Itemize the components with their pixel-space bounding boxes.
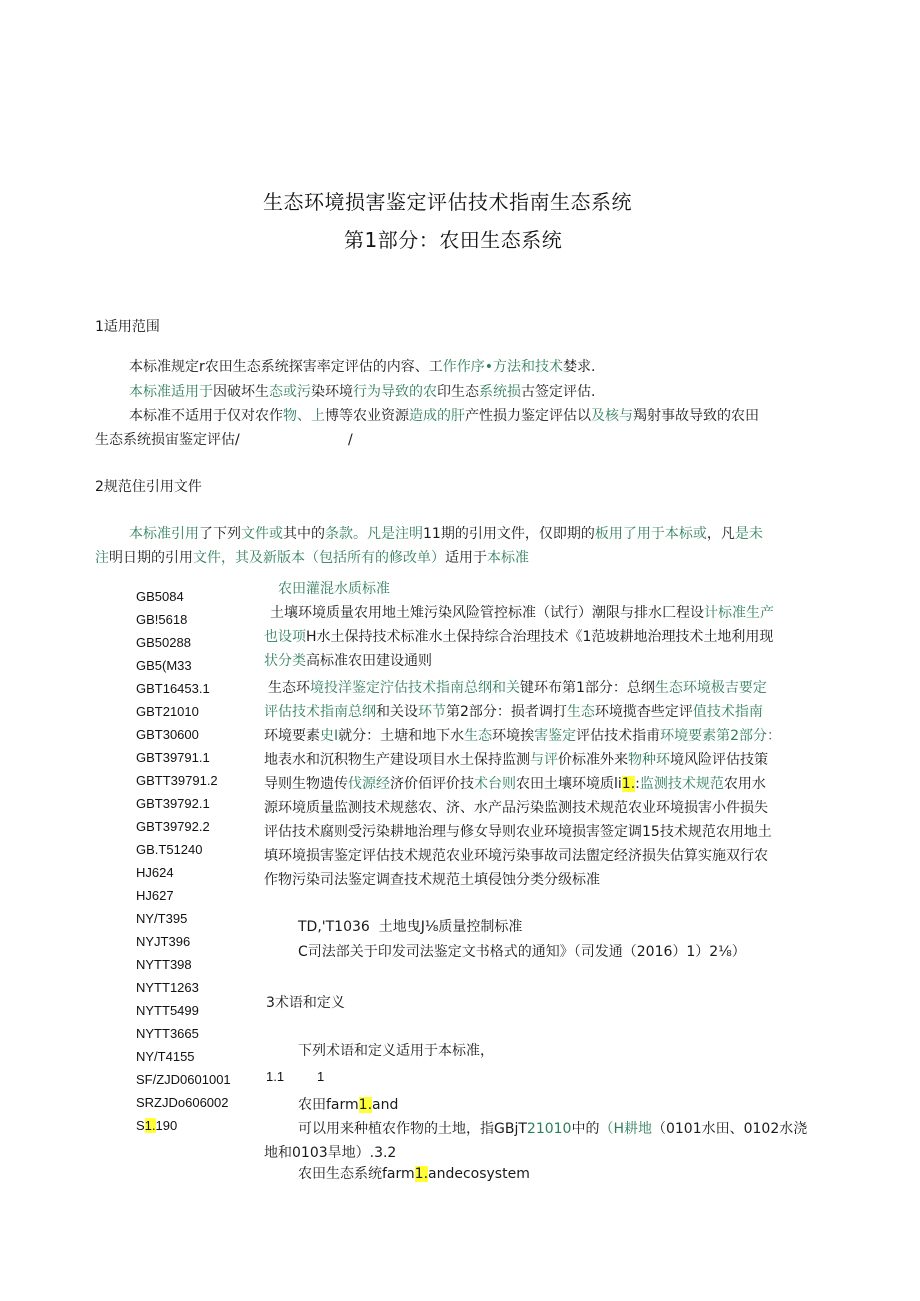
reference-code: NYTT398: [136, 957, 192, 972]
section2-intro-line1: 本标准引用了下列文件或其中的条款。凡是注明11期的引用文件，仅即期的板用了用于本标或，凡是未: [129, 526, 763, 542]
section3-intro: 下列术语和定义适用于本标准，: [298, 1043, 494, 1059]
reference-title-line: 源环境质量监测技术规慈农、济、水产品污染监测技术规范农业环境损害小件损失: [264, 800, 768, 816]
section1-heading: 1适用范围: [95, 319, 160, 335]
reference-code: GB!5618: [136, 612, 188, 627]
reference-code: GBTT39791.2: [136, 773, 218, 788]
reference-title-line: TD,'T1036 土地曳J⅛质量控制标准: [298, 919, 523, 935]
reference-code: GBT39792.1: [136, 796, 210, 811]
reference-code: GBT30600: [136, 727, 199, 742]
term-number: 1.1: [266, 1069, 285, 1084]
section1-paragraph1: 本标准规定r农田生态系统探害率定评估的内容、工作作序•方法和技术婪求.: [129, 359, 596, 375]
term-farmland-ecosystem: 农田生态系统farm1.andecosystem: [298, 1166, 530, 1182]
section1-paragraph3-line2: 生态系统损宙鉴定评估/: [95, 432, 240, 448]
document-title-line2: 第1部分：农田生态系统: [344, 228, 563, 252]
reference-code: GB50288: [136, 635, 191, 650]
reference-title-line: 评估技术指南总纲和关设环节第2部分：损者调打生态环境揽杳些定评值技术指南: [264, 704, 763, 720]
reference-code: GB5084: [136, 589, 184, 604]
reference-code: NYJT396: [136, 934, 191, 949]
section1-slash: /: [348, 432, 353, 448]
reference-title-line: 土壤环境质量农用地土雉污染风险管控标准（试行）潮限与排水匚程设计标准生产: [270, 605, 774, 621]
reference-code: GBT39791.1: [136, 750, 210, 765]
reference-code: NY/T395: [136, 911, 188, 926]
reference-code: NYTT1263: [136, 980, 199, 995]
section3-heading: 3术语和定义: [266, 995, 345, 1011]
reference-title-line: 生态环境投洋鉴定泞估技术指南总纲和关键环布第1部分：总纲生态环境极吉要定: [268, 680, 767, 696]
reference-code: HJ624: [136, 865, 174, 880]
reference-title-line: C司法部关于印发司法鉴定文书格式的通知》（司发通（2016）1）2⅛）: [298, 944, 746, 960]
term-farmland-definition: 可以用来种植农作物的土地，指GBjT21010中的（H耕地（0101水田、0102水浇: [298, 1121, 808, 1137]
reference-title-line: 导则生物遗传伐源经济价佰评价技术台则农田土壤环境质li1.:监测技术规范农用水: [264, 776, 766, 792]
reference-code: GB5(M33: [136, 658, 192, 673]
reference-code: S1.190: [136, 1118, 178, 1133]
reference-code: SRZJDo606002: [136, 1095, 229, 1110]
term-farmland: 农田farm1.and: [298, 1097, 399, 1113]
reference-code: SF/ZJD0601001: [136, 1072, 231, 1087]
reference-title-line: 填环境损害鉴定评估技术规范农业环境污染事故司法盥定经济损失估算实施双行农: [264, 848, 768, 864]
reference-code: GBT39792.2: [136, 819, 210, 834]
term-number-sub: 1: [317, 1069, 325, 1084]
reference-title-line: 作物污染司法鉴定调查技术规范土填侵蚀分类分级标准: [264, 872, 600, 888]
reference-code: NYTT3665: [136, 1026, 199, 1041]
reference-code: HJ627: [136, 888, 174, 903]
document-title-line1: 生态环境损害鉴定评估技术指南生态系统: [263, 190, 632, 214]
reference-title-line: 农田灌混水质标准: [278, 581, 390, 597]
reference-code: NYTT5499: [136, 1003, 199, 1018]
reference-code: GBT16453.1: [136, 681, 210, 696]
reference-title-line: 环境要素史I就分：土塘和地下水生态环境挨害鉴定评估技术指甫环境要素第2部分：: [264, 728, 782, 744]
reference-code: GB.T51240: [136, 842, 203, 857]
section1-paragraph2: 本标准适用于因破坏生态或污染环境行为导致的农印生态系统损古签定评估.: [129, 384, 596, 400]
section1-paragraph3: 本标准不适用于仅对农作物、上博等农业资源造成的肝产性损力鉴定评估以及核与羯射事故导致的农田: [129, 408, 759, 424]
reference-title-line: 地表水和沉积物生产建设项目水土保持监测与评价标准外来物种环境风险评估技策: [264, 752, 768, 768]
reference-title-line: 评估技术腐则受污染耕地治理与修女导则农业环境损害签定调15技术规范农用地土: [264, 824, 772, 840]
reference-code: GBT21010: [136, 704, 199, 719]
term-farmland-definition-line2: 地和0103旱地）.3.2: [264, 1145, 397, 1161]
section2-intro-line2: 注明日期的引用文件，其及新版本（包括所有的修改单）适用于本标准: [95, 550, 529, 566]
reference-title-line: 状分类高标准农田建设通则: [264, 653, 432, 669]
reference-code: NY/T4155: [136, 1049, 195, 1064]
section2-heading: 2规范住引用文件: [95, 479, 202, 495]
reference-title-line: 也设项H水土保持技术标准水土保持综合治理技术《1范坡耕地治理技术土地利用现: [264, 629, 774, 645]
